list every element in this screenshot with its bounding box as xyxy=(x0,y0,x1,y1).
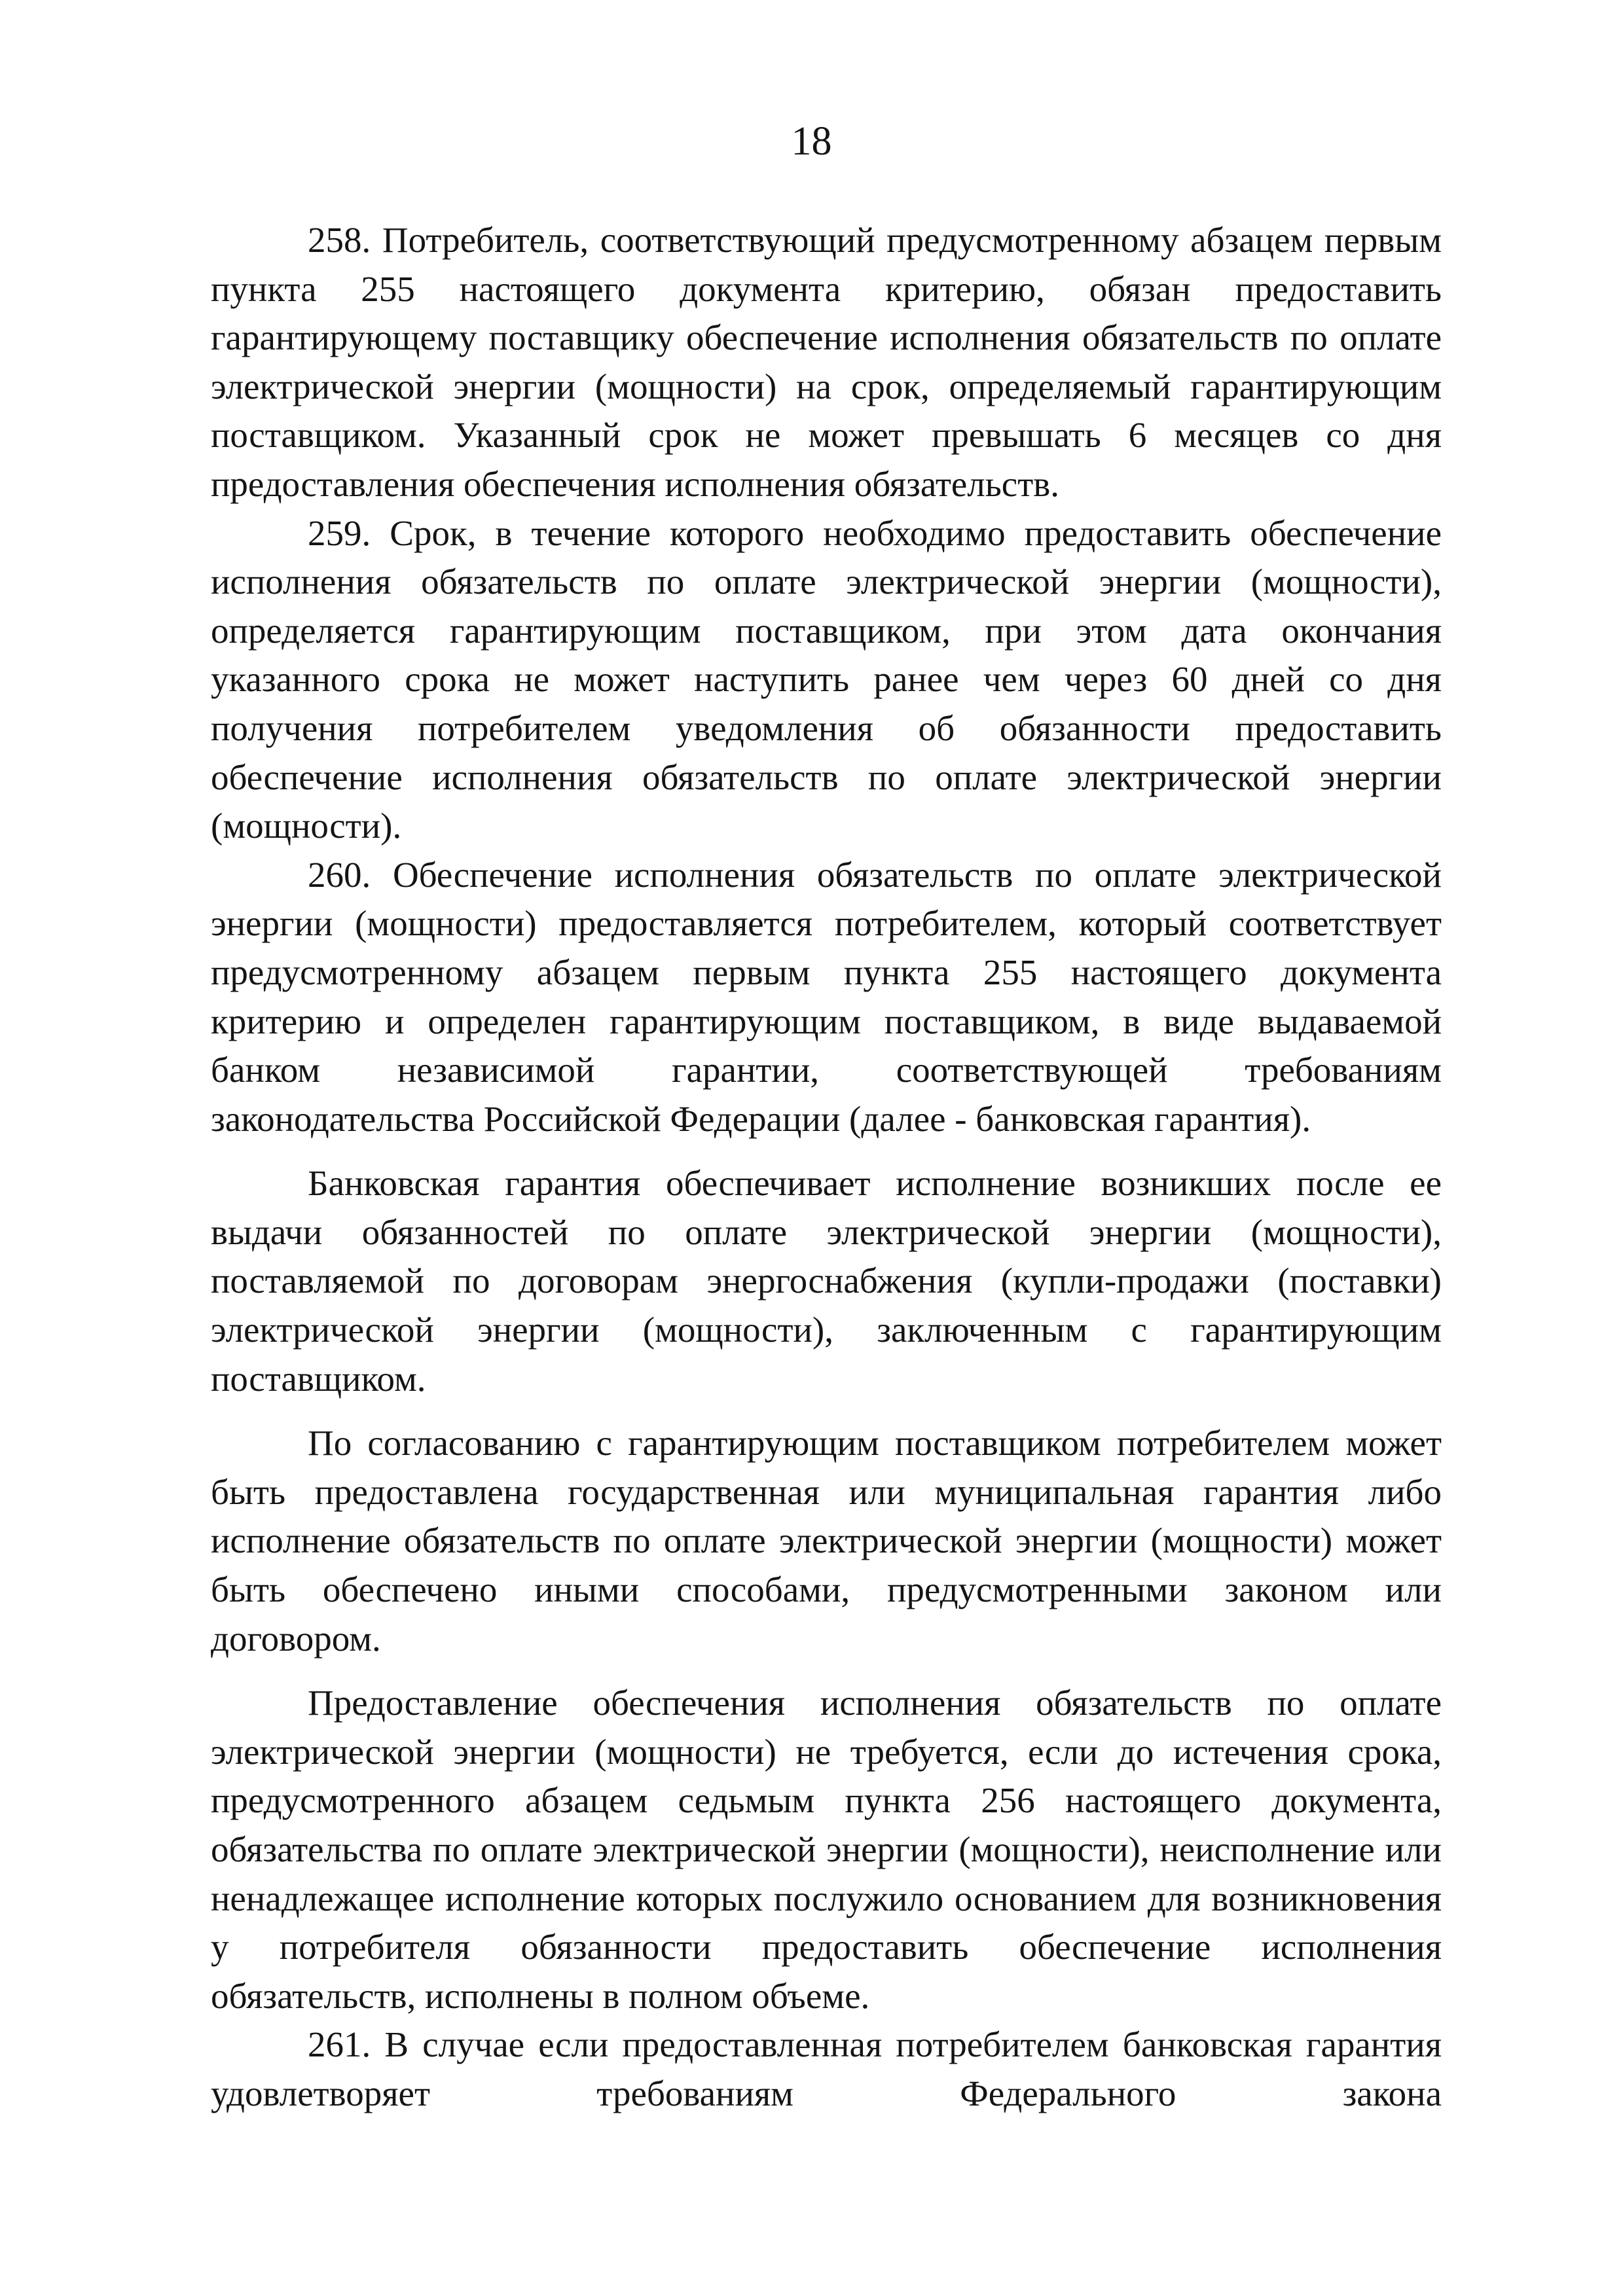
paragraph-260-alternative-security: По согласованию с гарантирующим поставщиком потребителем может быть предоставлена государственная или муниципальная гарантия либо исполнение обязательств по оплате электрической энергии (мощности) может быть обеспечено иными способами, предусмотренными законом или договором. xyxy=(211,1423,1442,1659)
document-body xyxy=(211,216,1442,2119)
paragraph-260-bank-guarantee: Банковская гарантия обеспечивает исполнение возникших после ее выдачи обязанностей по оплате электрической энергии (мощности), поставляемой по договорам энергоснабжения (купли-продажи (поставки) электрической энергии (мощности), заключенным с гарантирующим поставщиком. xyxy=(211,1163,1442,1399)
paragraph-261: 261. В случае если предоставленная потребителем банковская гарантия удовлетворяет требованиям Федерального закона xyxy=(211,2024,1442,2113)
paragraph-260-exemption: Предоставление обеспечения исполнения обязательств по оплате электрической энергии (мощности) не требуется, если до истечения срока, предусмотренного абзацем седьмым пункта 256 настоящего документа, обязательства по оплате электрической энергии (мощности), неисполнение или ненадлежащее исполнение которых послужило основанием для возникновения у потребителя обязанности предоставить обеспечение исполнения обязательств, исполнены в полном объеме. xyxy=(211,1683,1442,2016)
paragraph-259: 259. Срок, в течение которого необходимо предоставить обеспечение исполнения обязательств по оплате электрической энергии (мощности), определяется гарантирующим поставщиком, при этом дата окончания указанного срока не может наступить ранее чем через 60 дней со дня получения потребителем уведомления об обязанности предоставить обеспечение исполнения обязательств по оплате электрической энергии (мощности). xyxy=(211,512,1442,846)
page-number: 18 xyxy=(791,119,832,164)
paragraph-258: 258. Потребитель, соответствующий предусмотренному абзацем первым пункта 255 настоящего документа критерию, обязан предоставить гарантирующему поставщику обеспечение исполнения обязательств по оплате электрической энергии (мощности) на срок, определяемый гарантирующим поставщиком. Указанный срок не может превышать 6 месяцев со дня предоставления обеспечения исполнения обязательств. xyxy=(211,220,1442,504)
paragraph-260: 260. Обеспечение исполнения обязательств по оплате электрической энергии (мощности) предоставляется потребителем, который соответствует предусмотренному абзацем первым пункта 255 настоящего документа критерию и определен гарантирующим поставщиком, в виде выдаваемой банком независимой гарантии, соответствующей требованиям законодательства Российской Федерации (далее - банковская гарантия). xyxy=(211,854,1442,1139)
